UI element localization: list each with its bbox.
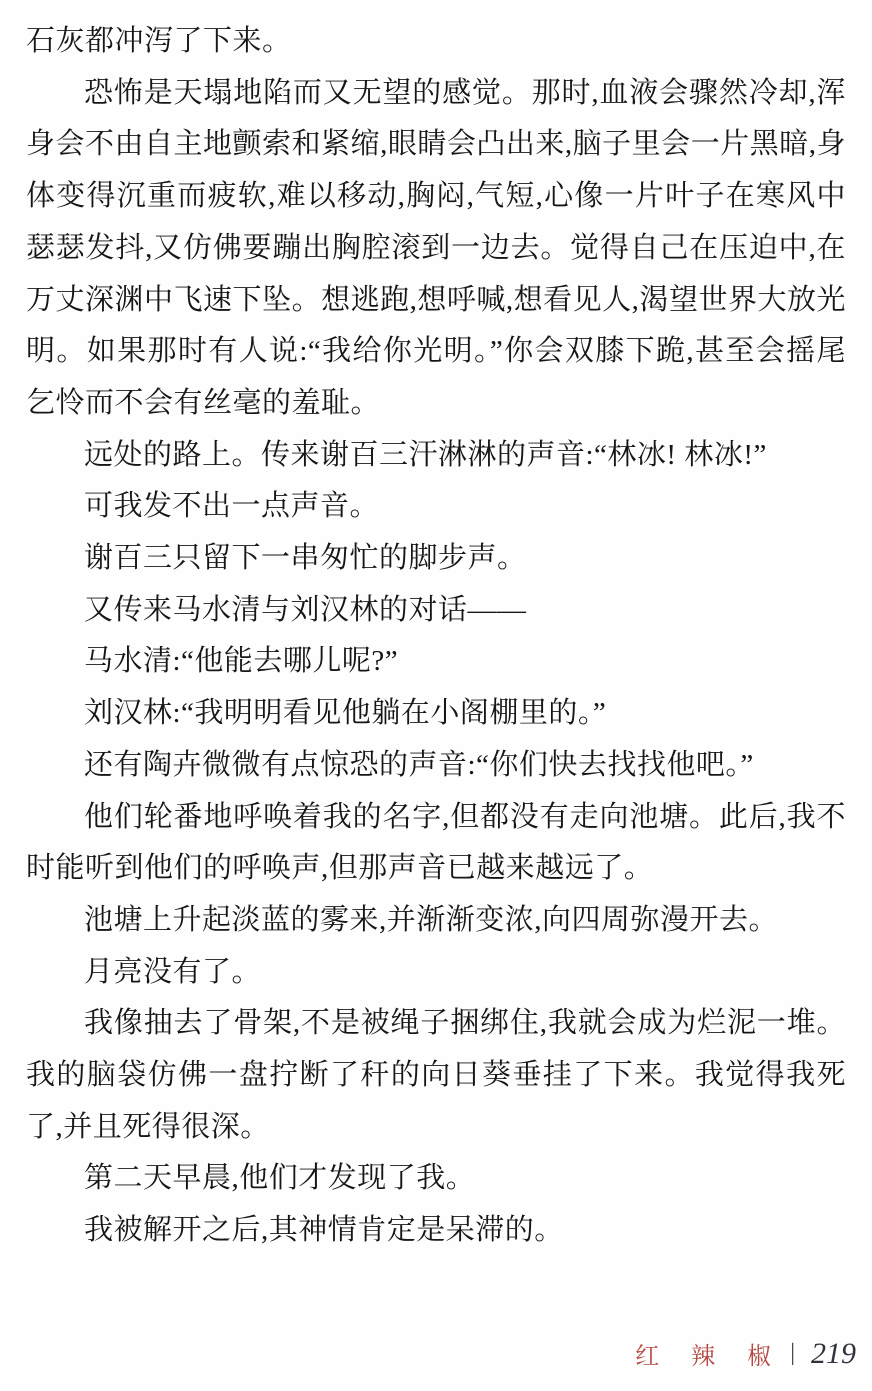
footer-separator: | [790,1340,795,1366]
paragraph: 第二天早晨,他们才发现了我。 [84,1162,476,1195]
page-footer [635,1336,856,1371]
paragraph: 月亮没有了。 [84,955,262,988]
paragraph: 石灰都冲泻了下来。 [26,25,292,57]
body-text [26,16,846,1257]
paragraph: 我像抽去了骨架,不是被绳子捆绑住,我就会成为烂泥一堆。我的脑袋仿佛一盘拧断了秆的向日葵垂挂了下来。我觉得我死了,并且死得很深。 [26,1007,846,1143]
paragraph: 恐怖是天塌地陷而又无望的感觉。那时,血液会骤然冷却,浑身会不由自主地颤索和紧缩,眼睛会凸出来,脑子里会一片黑暗,身体变得沉重而疲软,难以移动,胸闷,气短,心像一片叶子在寒风中瑟瑟发抖,又仿佛要蹦出胸腔滚到一边去。觉得自己在压迫中,在万丈深渊中飞速下坠。想逃跑,想呼喊,想看见人,渴望世界大放光明。如果那时有人说:“我给你光明。”你会双膝下跪,甚至会摇尾乞怜而不会有丝毫的羞耻。 [26,76,846,419]
paragraph: 他们轮番地呼唤着我的名字,但都没有走向池塘。此后,我不时能听到他们的呼唤声,但那声音已越来越远了。 [26,800,846,885]
paragraph: 又传来马水清与刘汉林的对话—— [84,593,527,626]
chapter-title: 红 辣 椒 [635,1344,785,1370]
paragraph: 我被解开之后,其神情肯定是呆滞的。 [84,1214,564,1247]
paragraph: 马水清:“他能去哪儿呢?” [84,645,399,678]
paragraph: 可我发不出一点声音。 [84,490,380,523]
page-number: 219 [811,1336,856,1370]
paragraph: 池塘上升起淡蓝的雾来,并渐渐变浓,向四周弥漫开去。 [84,903,779,936]
paragraph: 刘汉林:“我明明看见他躺在小阁棚里的。” [84,697,607,730]
paragraph: 谢百三只留下一串匆忙的脚步声。 [84,542,527,575]
paragraph: 还有陶卉微微有点惊恐的声音:“你们快去找找他吧。” [84,748,754,781]
paragraph: 远处的路上。传来谢百三汗淋淋的声音:“林冰! 林冰!” [84,438,767,471]
